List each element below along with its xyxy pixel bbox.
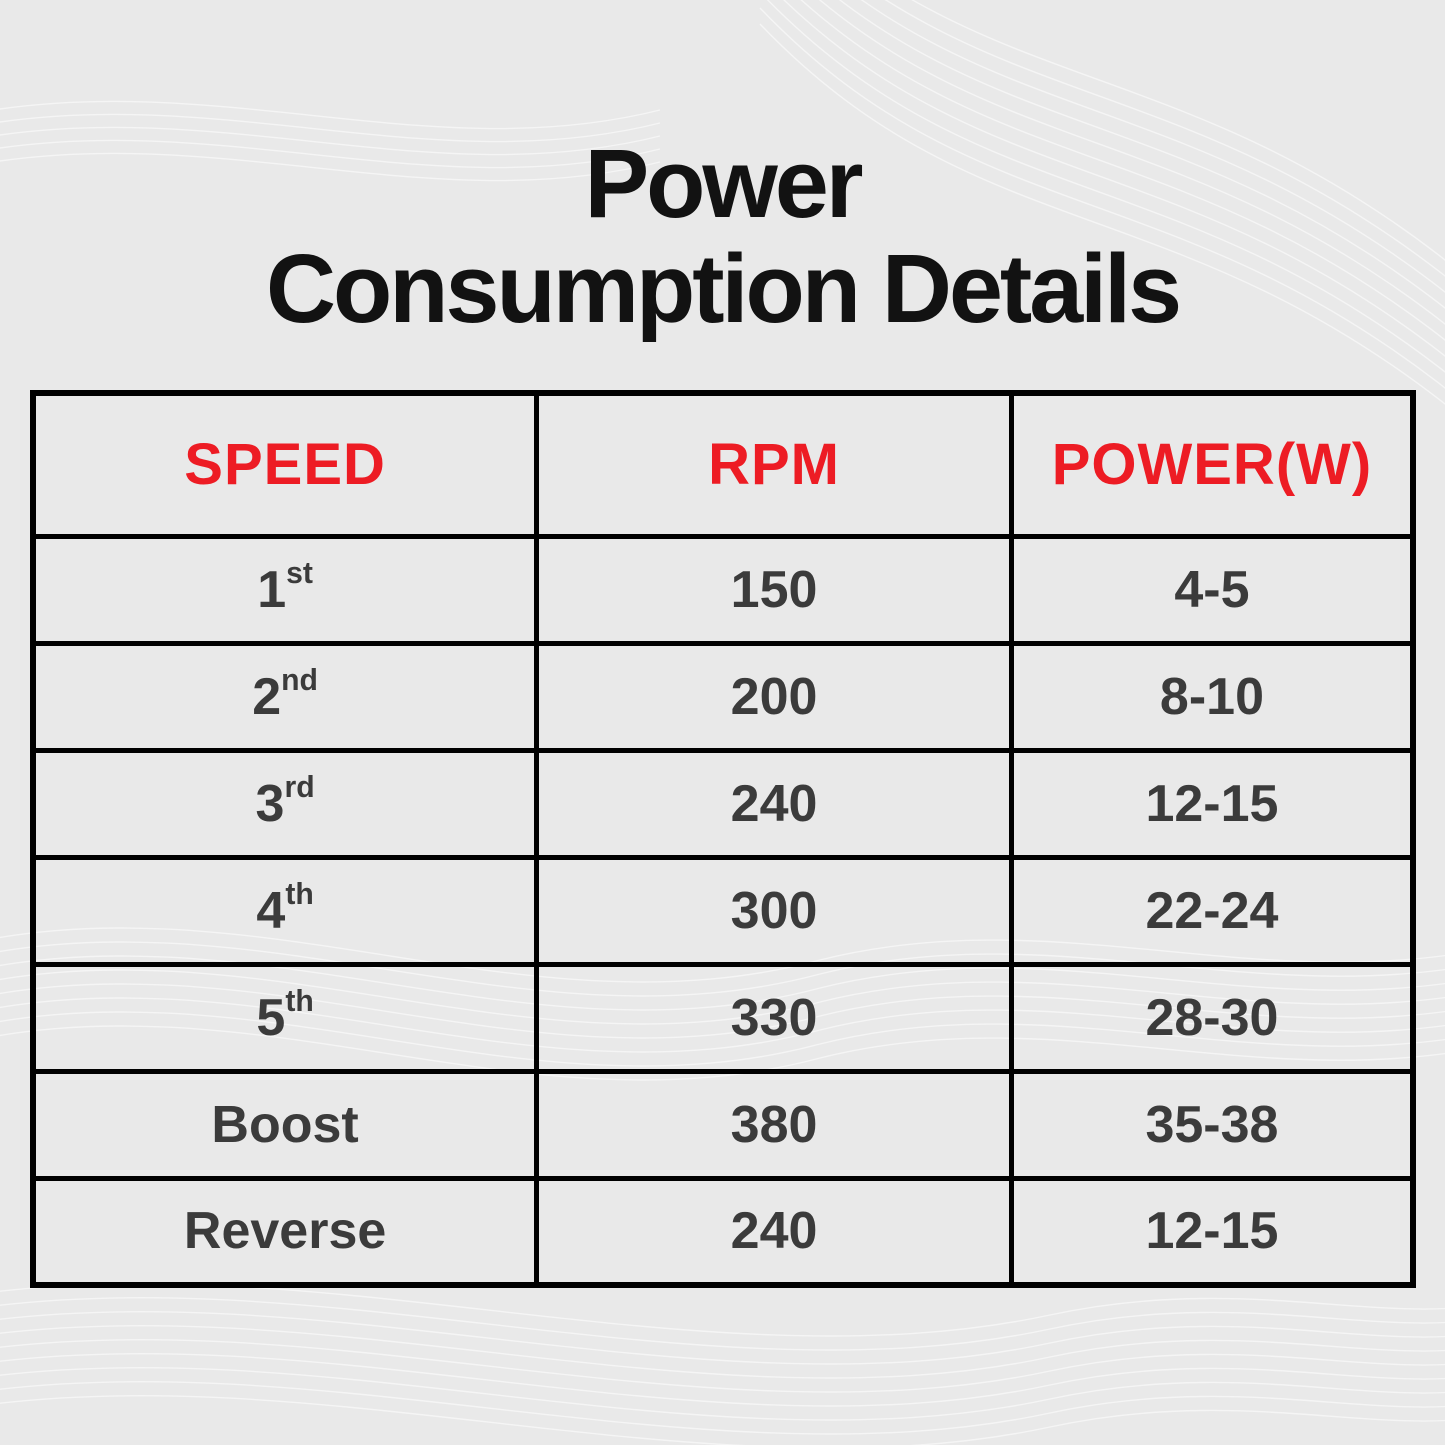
table-row (33, 857, 1413, 964)
speed-value: 3 (255, 774, 285, 833)
page-title-line1: Power (584, 129, 861, 238)
speed-value: 1 (257, 560, 287, 619)
table-row (33, 643, 1413, 750)
column-header-power: POWER(W) (1011, 393, 1413, 536)
speed-cell (33, 1071, 537, 1178)
speed-cell (33, 643, 537, 750)
rpm-cell: 240 (537, 1178, 1012, 1285)
speed-value: Boost (211, 1095, 359, 1154)
speed-cell (33, 750, 537, 857)
power-cell: 28-30 (1011, 964, 1413, 1071)
rpm-cell: 300 (537, 857, 1012, 964)
table-row (33, 964, 1413, 1071)
power-consumption-table (30, 390, 1416, 1288)
power-cell: 8-10 (1011, 643, 1413, 750)
table-row (33, 750, 1413, 857)
speed-cell (33, 857, 537, 964)
rpm-cell: 150 (537, 536, 1012, 643)
table-row (33, 536, 1413, 643)
speed-cell (33, 1178, 537, 1285)
speed-value: Reverse (183, 1202, 387, 1261)
speed-cell (33, 536, 537, 643)
rpm-cell: 200 (537, 643, 1012, 750)
power-cell: 35-38 (1011, 1071, 1413, 1178)
rpm-cell: 330 (537, 964, 1012, 1071)
rpm-cell: 380 (537, 1071, 1012, 1178)
speed-ordinal: th (285, 984, 314, 1018)
power-cell: 12-15 (1011, 750, 1413, 857)
rpm-cell: 240 (537, 750, 1012, 857)
speed-cell (33, 964, 537, 1071)
speed-ordinal: nd (281, 663, 318, 697)
column-header-speed: SPEED (33, 393, 537, 536)
table-row (33, 1178, 1413, 1285)
power-cell: 4-5 (1011, 536, 1413, 643)
page-title-line2: Consumption Details (265, 233, 1180, 343)
speed-ordinal: th (285, 877, 314, 911)
page-title (0, 129, 1445, 343)
table-header-row (33, 393, 1413, 536)
speed-value: 4 (256, 881, 286, 940)
column-header-rpm: RPM (537, 393, 1012, 536)
speed-ordinal: st (286, 556, 313, 590)
table-row (33, 1071, 1413, 1178)
power-cell: 22-24 (1011, 857, 1413, 964)
speed-value: 5 (256, 988, 286, 1047)
power-cell: 12-15 (1011, 1178, 1413, 1285)
speed-value: 2 (252, 667, 282, 726)
speed-ordinal: rd (284, 770, 315, 804)
